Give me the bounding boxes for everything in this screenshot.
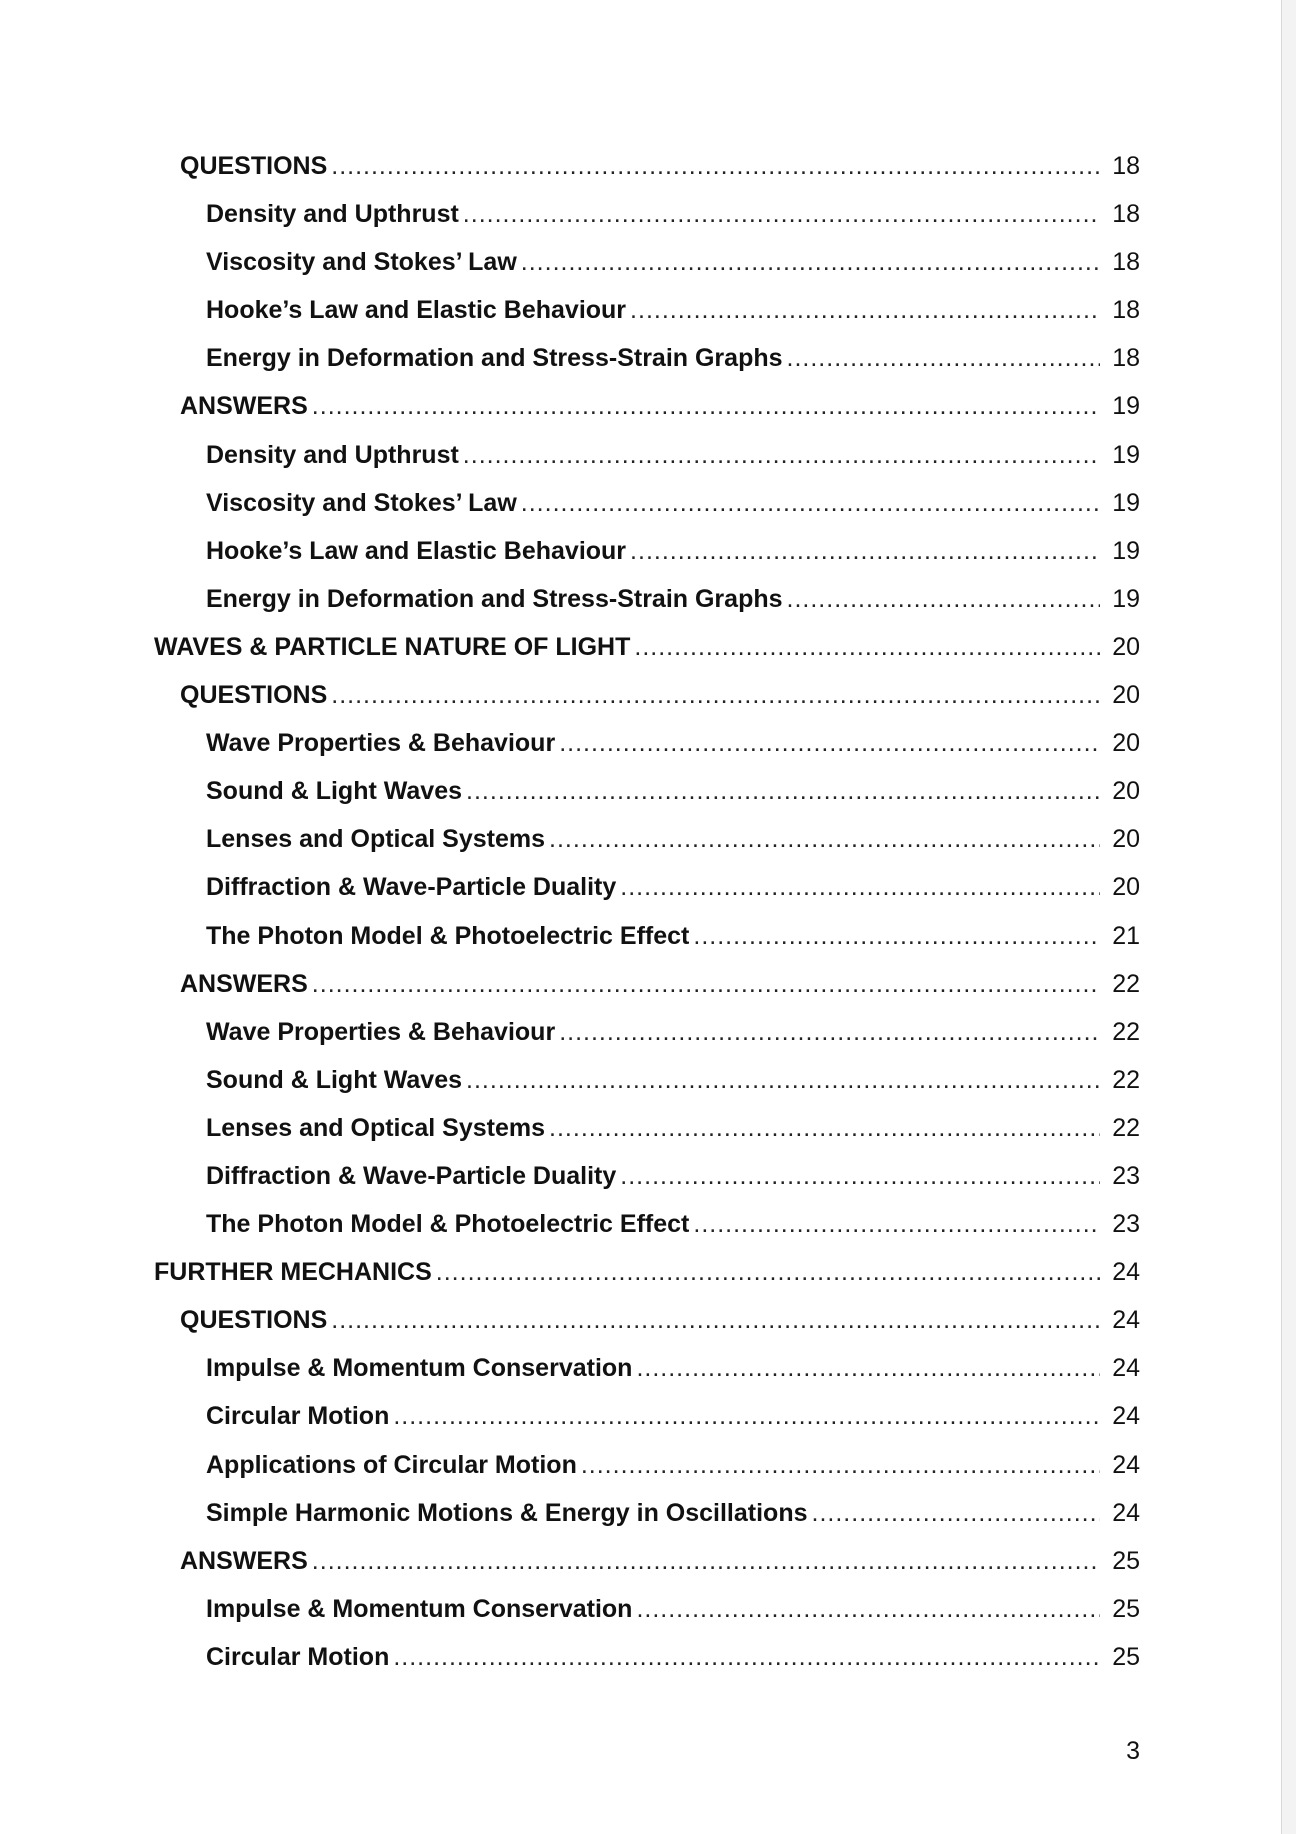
toc-entry[interactable] [154, 248, 1140, 296]
toc-entry-page: 24 [1112, 1354, 1140, 1383]
toc-entry-page: 20 [1112, 681, 1140, 710]
toc-entry-title: Impulse & Momentum Conservation [206, 1354, 633, 1383]
toc-dot-leader [521, 489, 1100, 518]
toc-entry[interactable] [154, 825, 1140, 873]
toc-dot-leader [636, 1595, 1100, 1624]
toc-dot-leader [463, 441, 1100, 470]
toc-entry-page: 22 [1112, 1017, 1140, 1046]
toc-entry[interactable] [154, 1258, 1140, 1306]
page-edge [1281, 0, 1296, 1834]
toc-entry-page: 24 [1112, 1258, 1140, 1287]
toc-dot-leader [549, 1114, 1100, 1143]
toc-entry-title: QUESTIONS [180, 681, 328, 710]
toc-entry[interactable] [154, 1354, 1140, 1402]
toc-dot-leader [693, 1210, 1100, 1239]
toc-entry[interactable] [154, 441, 1140, 489]
toc-entry[interactable] [154, 585, 1140, 633]
toc-entry-title: Sound & Light Waves [206, 1065, 463, 1094]
toc-entry-title: Sound & Light Waves [206, 777, 463, 806]
toc-dot-leader [331, 681, 1100, 710]
toc-entry-page: 19 [1112, 440, 1140, 469]
toc-entry-title: Wave Properties & Behaviour [206, 1017, 556, 1046]
toc-entry-page: 20 [1112, 873, 1140, 902]
page-number: 3 [1126, 1737, 1140, 1765]
toc-entry-title: Viscosity and Stokes’ Law [206, 488, 517, 517]
toc-entry[interactable] [154, 1306, 1140, 1354]
toc-dot-leader [620, 1162, 1100, 1191]
toc-entry-page: 24 [1112, 1402, 1140, 1431]
toc-dot-leader [693, 922, 1100, 951]
toc-entry[interactable] [154, 681, 1140, 729]
toc-entry-title: ANSWERS [180, 969, 308, 998]
toc-entry[interactable] [154, 1643, 1140, 1691]
toc-entry-page: 18 [1112, 296, 1140, 325]
toc-entry[interactable] [154, 344, 1140, 392]
toc-entry[interactable] [154, 1547, 1140, 1595]
toc-entry-page: 23 [1112, 1210, 1140, 1239]
toc-entry-page: 25 [1112, 1642, 1140, 1671]
toc-entry-title: Diffraction & Wave-Particle Duality [206, 1161, 617, 1190]
toc-entry[interactable] [154, 922, 1140, 970]
toc-entry-title: ANSWERS [180, 1546, 308, 1575]
toc-entry-page: 21 [1112, 921, 1140, 950]
toc-entry-page: 18 [1112, 248, 1140, 277]
toc-entry-page: 25 [1112, 1546, 1140, 1575]
toc-dot-leader [466, 777, 1100, 806]
toc-dot-leader [581, 1451, 1100, 1480]
toc-entry-page: 20 [1112, 777, 1140, 806]
toc-entry[interactable] [154, 1114, 1140, 1162]
toc-entry-title: Applications of Circular Motion [206, 1450, 577, 1479]
toc-dot-leader [393, 1643, 1100, 1672]
toc-entry-title: Density and Upthrust [206, 200, 459, 229]
toc-entry-title: QUESTIONS [180, 1306, 328, 1335]
toc-entry-title: WAVES & PARTICLE NATURE OF LIGHT [154, 632, 631, 661]
toc-entry-title: Lenses and Optical Systems [206, 1113, 546, 1142]
toc-entry[interactable] [154, 392, 1140, 440]
toc-dot-leader [312, 392, 1100, 421]
toc-dot-leader [620, 873, 1100, 902]
toc-entry-title: Impulse & Momentum Conservation [206, 1594, 633, 1623]
toc-dot-leader [549, 825, 1100, 854]
toc-dot-leader [436, 1258, 1100, 1287]
toc-entry-page: 24 [1112, 1450, 1140, 1479]
toc-entry[interactable] [154, 970, 1140, 1018]
toc-entry-title: FURTHER MECHANICS [154, 1258, 432, 1287]
toc-entry-title: Simple Harmonic Motions & Energy in Oscillations [206, 1498, 808, 1527]
toc-entry-title: Viscosity and Stokes’ Law [206, 248, 517, 277]
toc-entry-title: Diffraction & Wave-Particle Duality [206, 873, 617, 902]
toc-entry-title: ANSWERS [180, 392, 308, 421]
toc-entry-page: 20 [1112, 632, 1140, 661]
toc-entry[interactable] [154, 296, 1140, 344]
toc-dot-leader [312, 970, 1100, 999]
toc-entry-page: 20 [1112, 825, 1140, 854]
toc-entry-title: Lenses and Optical Systems [206, 825, 546, 854]
toc-entry[interactable] [154, 1018, 1140, 1066]
toc-entry[interactable] [154, 729, 1140, 777]
toc-dot-leader [559, 1018, 1100, 1047]
toc-dot-leader [559, 729, 1100, 758]
toc-entry[interactable] [154, 200, 1140, 248]
toc-dot-leader [630, 537, 1100, 566]
toc-entry-page: 23 [1112, 1161, 1140, 1190]
toc-entry[interactable] [154, 489, 1140, 537]
toc-entry-title: Wave Properties & Behaviour [206, 729, 556, 758]
toc-entry[interactable] [154, 777, 1140, 825]
toc-dot-leader [463, 200, 1100, 229]
toc-dot-leader [393, 1402, 1100, 1431]
toc-entry[interactable] [154, 152, 1140, 200]
toc-entry-page: 18 [1112, 200, 1140, 229]
toc-entry-page: 24 [1112, 1306, 1140, 1335]
toc-entry-title: Hooke’s Law and Elastic Behaviour [206, 536, 627, 565]
toc-entry-page: 18 [1112, 344, 1140, 373]
toc-entry-page: 22 [1112, 1065, 1140, 1094]
toc-entry-page: 19 [1112, 488, 1140, 517]
toc-entry-page: 25 [1112, 1594, 1140, 1623]
toc-dot-leader [636, 1354, 1100, 1383]
toc-entry-page: 20 [1112, 729, 1140, 758]
toc-entry-title: QUESTIONS [180, 152, 328, 180]
toc-entry-page: 24 [1112, 1498, 1140, 1527]
toc-entry[interactable] [154, 1162, 1140, 1210]
toc-entry-page: 19 [1112, 392, 1140, 421]
toc-entry[interactable] [154, 1210, 1140, 1258]
toc-entry-title: The Photon Model & Photoelectric Effect [206, 921, 690, 950]
toc-dot-leader [634, 633, 1100, 662]
toc-entry-page: 19 [1112, 536, 1140, 565]
toc-dot-leader [812, 1499, 1100, 1528]
table-of-contents [154, 152, 1140, 1691]
toc-entry[interactable] [154, 1499, 1140, 1547]
toc-entry-page: 22 [1112, 1113, 1140, 1142]
toc-entry-page: 19 [1112, 584, 1140, 613]
toc-entry[interactable] [154, 873, 1140, 921]
toc-entry-title: The Photon Model & Photoelectric Effect [206, 1210, 690, 1239]
toc-dot-leader [466, 1066, 1100, 1095]
toc-entry-title: Energy in Deformation and Stress-Strain Graphs [206, 584, 783, 613]
toc-entry[interactable] [154, 1451, 1140, 1499]
toc-dot-leader [787, 344, 1100, 373]
toc-entry-page: 22 [1112, 969, 1140, 998]
toc-entry[interactable] [154, 537, 1140, 585]
toc-dot-leader [331, 152, 1100, 181]
toc-dot-leader [312, 1547, 1100, 1576]
toc-entry-title: Circular Motion [206, 1402, 390, 1431]
toc-dot-leader [331, 1306, 1100, 1335]
toc-entry-title: Hooke’s Law and Elastic Behaviour [206, 296, 627, 325]
toc-entry[interactable] [154, 1066, 1140, 1114]
toc-entry-title: Density and Upthrust [206, 440, 459, 469]
toc-dot-leader [521, 248, 1100, 277]
toc-entry-title: Energy in Deformation and Stress-Strain Graphs [206, 344, 783, 373]
toc-entry-page: 18 [1112, 152, 1140, 180]
toc-dot-leader [630, 296, 1100, 325]
toc-entry[interactable] [154, 1595, 1140, 1643]
toc-entry[interactable] [154, 1402, 1140, 1450]
toc-entry-title: Circular Motion [206, 1642, 390, 1671]
toc-entry[interactable] [154, 633, 1140, 681]
toc-dot-leader [787, 585, 1100, 614]
